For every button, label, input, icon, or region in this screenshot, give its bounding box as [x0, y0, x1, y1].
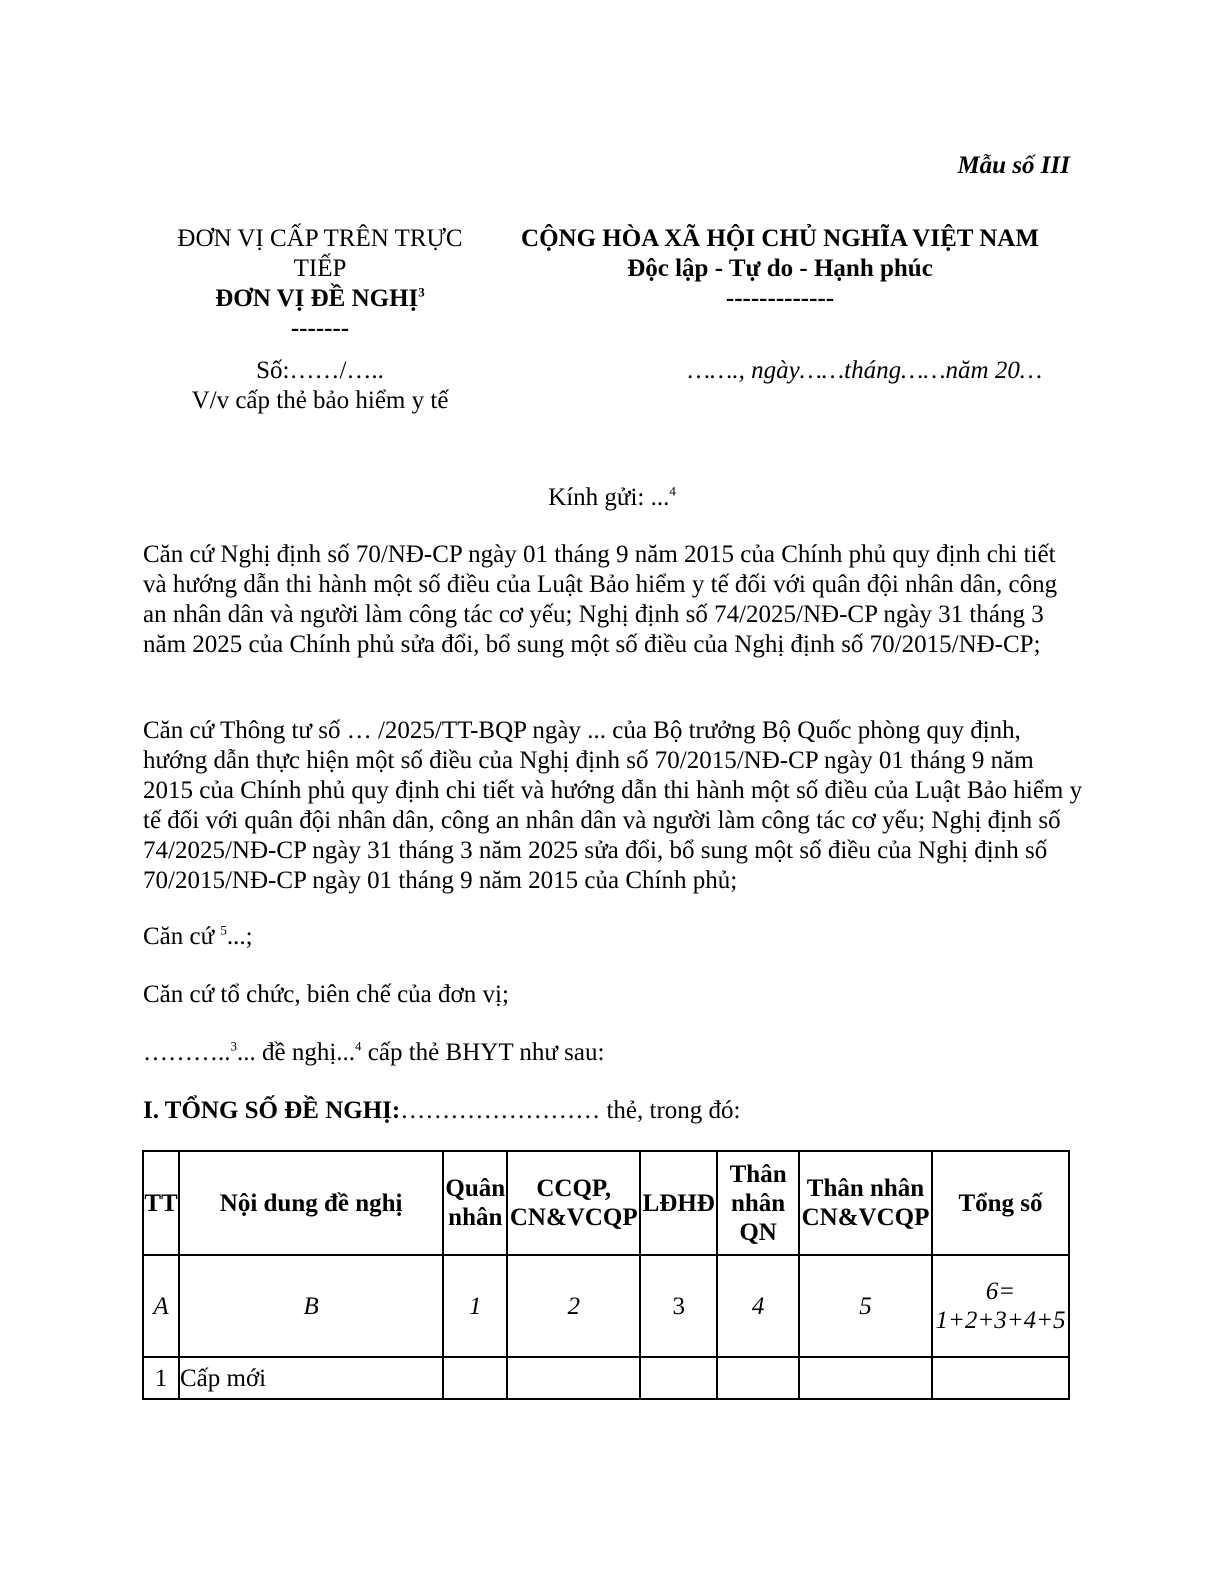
paragraph-request: ………..$^3$... đề nghị...$^4$ cấp thẻ BHYT như sau: — [143, 1038, 605, 1066]
table-cell — [799, 1357, 932, 1399]
table-cell: A — [143, 1255, 179, 1357]
document-number: Số:……/….. — [256, 357, 384, 384]
table-cell — [717, 1357, 799, 1399]
table-cell — [507, 1357, 640, 1399]
table-header: Quân nhân — [443, 1151, 507, 1255]
table-header: TT — [143, 1151, 179, 1255]
table-cell: 3 — [640, 1255, 717, 1357]
paragraph-legal-basis-2: Căn cứ Thông tư số … /2025/TT-BQP ngày ... của Bộ trưởng Bộ Quốc phòng quy định, hướng dẫn thực hiện một số điều của Nghị định số 70/2015/NĐ-CP ngày 01 tháng 9 năm 2015 của Chính phủ quy định chi tiết và hướng dẫn thi hành một số điều của Luật Bảo hiểm y tế đối với quân đội nhân dân, công an nhân dân và người làm công tác cơ yếu; Nghị định số 74/2025/NĐ-CP ngày 31 tháng 3 năm 2025 sửa đổi, bổ sung một số điều của Nghị định số 70/2015/NĐ-CP ngày 01 tháng 9 năm 2015 của Chính phủ; — [143, 717, 1083, 894]
table-header: CCQP, CN&VCQP — [507, 1151, 640, 1255]
table-header: Nội dung đề nghị — [179, 1151, 443, 1255]
table-header: Thân nhân QN — [717, 1151, 799, 1255]
right-divider: ------------- — [725, 285, 835, 312]
footnote-ref: 3 — [418, 284, 425, 300]
motto: Độc lập - Tự do - Hạnh phúc — [627, 255, 933, 282]
footnote-ref: 4 — [669, 483, 676, 499]
table-cell: 4 — [717, 1255, 799, 1357]
document-number-block — [160, 356, 480, 416]
footnote-ref: 4 — [355, 1038, 362, 1054]
footnote-ref: 5 — [220, 922, 227, 938]
table-cell: 6= 1+2+3+4+5 — [932, 1255, 1069, 1357]
paragraph-legal-basis-1: Căn cứ Nghị định số 70/NĐ-CP ngày 01 tháng 9 năm 2015 của Chính phủ quy định chi tiết và hướng dẫn thi hành một số điều của Luật Bảo hiểm y tế đối với quân đội nhân dân, công an nhân dân và người làm công tác cơ yếu; Nghị định số 74/2025/NĐ-CP ngày 31 tháng 3 năm 2025 của Chính phủ sửa đổi, bổ sung một số điều của Nghị định số 70/2015/NĐ-CP; — [143, 541, 1058, 658]
country-name: CỘNG HÒA XÃ HỘI CHỦ NGHĨA VIỆT NAM — [521, 225, 1039, 252]
table-cell — [932, 1357, 1069, 1399]
form-number: Mẫu số III — [957, 152, 1070, 179]
addressee: Kính gửi: ...$^4$ — [548, 483, 676, 511]
left-header-block — [160, 224, 480, 344]
left-divider: ------- — [290, 315, 350, 342]
request-table — [142, 1150, 1070, 1400]
paragraph-legal-basis-4: Căn cứ tổ chức, biên chế của đơn vị; — [143, 981, 509, 1008]
document-subject: V/v cấp thẻ bảo hiểm y tế — [191, 387, 449, 414]
table-cell — [443, 1357, 507, 1399]
table-cell: 1 — [443, 1255, 507, 1357]
table-cell: Cấp mới — [179, 1357, 443, 1399]
footnote-ref: 3 — [230, 1038, 237, 1054]
table-cell: 1 — [143, 1357, 179, 1399]
table-cell: 2 — [507, 1255, 640, 1357]
table-header: Tổng số — [932, 1151, 1069, 1255]
requesting-unit: ĐƠN VỊ ĐỀ NGHỊ$^3$ — [215, 284, 425, 312]
table-cell — [640, 1357, 717, 1399]
table-header: Thân nhân CN&VCQP — [799, 1151, 932, 1255]
section-title: I. TỔNG SỐ ĐỀ NGHỊ:…………………… thẻ, trong đó: — [143, 1097, 741, 1124]
table-header: LĐHĐ — [640, 1151, 717, 1255]
table-row — [143, 1357, 1069, 1399]
table-index-row — [143, 1255, 1069, 1357]
superior-unit: ĐƠN VỊ CẤP TRÊN TRỰC TIẾP — [177, 225, 463, 282]
table-cell: B — [179, 1255, 443, 1357]
table-cell: 5 — [799, 1255, 932, 1357]
paragraph-legal-basis-3: Căn cứ $^5$...; — [143, 922, 253, 950]
table-header-row — [143, 1151, 1069, 1255]
right-header-block — [520, 224, 1040, 314]
date-line: ……., ngày……tháng……năm 20… — [687, 357, 1043, 384]
